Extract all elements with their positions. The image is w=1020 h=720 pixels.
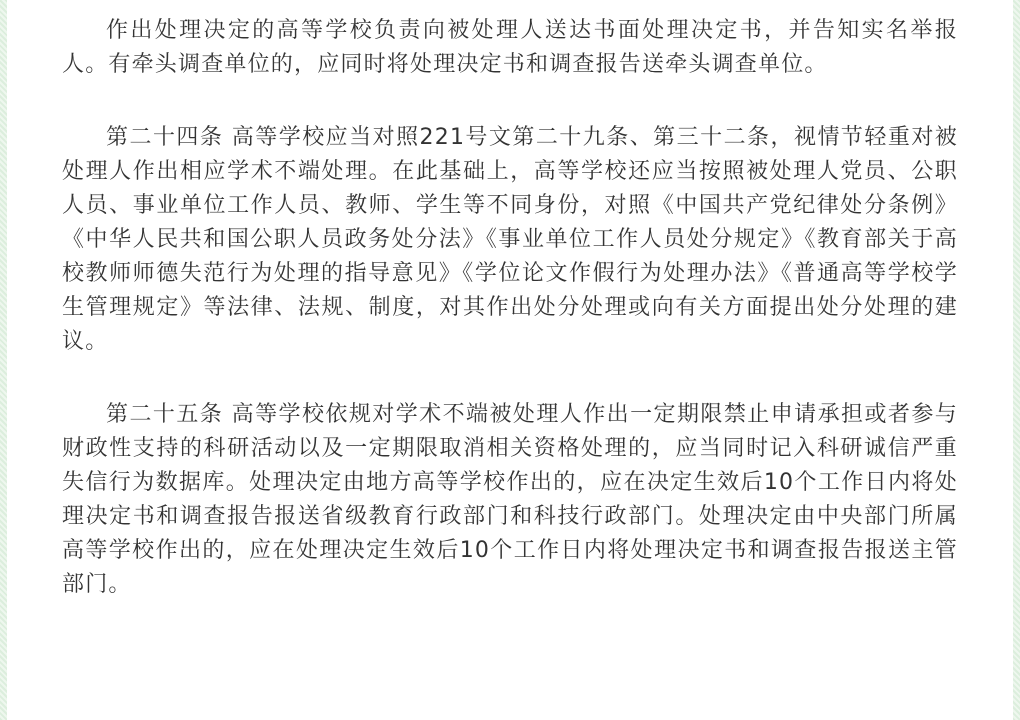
paragraph-article-25: 第二十五条 高等学校依规对学术不端被处理人作出一定期限禁止申请承担或者参与财政性支持的科研活动以及一定期限取消相关资格处理的，应当同时记入科研诚信严重失信行为数据库。处理决定由地方高等学校作出的，应在决定生效后10个工作日内将处理决定书和调查报告报送省级教育行政部门和科技行政部门。处理决定由中央部门所属高等学校作出的，应在处理决定生效后10个工作日内将处理决定书和调查报告报送主管部门。 [62, 402, 958, 597]
article-body [62, 14, 958, 602]
decorative-border-left [0, 0, 7, 720]
paragraph-delivery-notice: 作出处理决定的高等学校负责向被处理人送达书面处理决定书，并告知实名举报人。有牵头调查单位的，应同时将处理决定书和调查报告送牵头调查单位。 [62, 18, 958, 77]
paragraph-article-24: 第二十四条 高等学校应当对照221号文第二十九条、第三十二条，视情节轻重对被处理人作出相应学术不端处理。在此基础上，高等学校还应当按照被处理人党员、公职人员、事业单位工作人员、教师、学生等不同身份，对照《中国共产党纪律处分条例》《中华人民共和国公职人员政务处分法》《事业单位工作人员处分规定》《教育部关于高校教师师德失范行为处理的指导意见》《学位论文作假行为处理办法》《普通高等学校学生管理规定》等法律、法规、制度，对其作出处分处理或向有关方面提出处分处理的建议。 [62, 125, 958, 354]
decorative-border-right [1013, 0, 1020, 720]
